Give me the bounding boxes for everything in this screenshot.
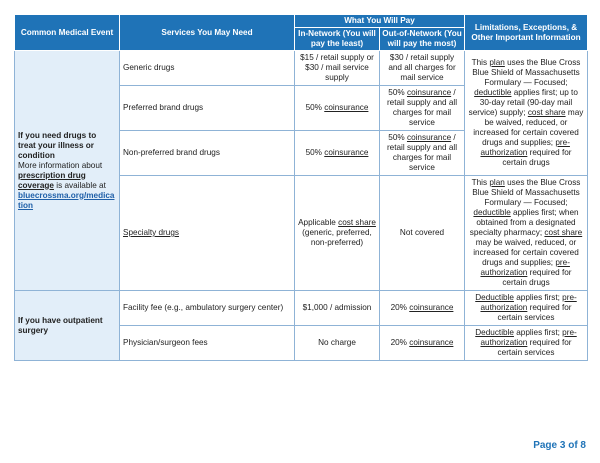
event-outpatient: If you have outpatient surgery bbox=[15, 291, 120, 361]
page-number: Page 3 of 8 bbox=[533, 440, 586, 451]
header-medical-event: Common Medical Event bbox=[15, 15, 120, 51]
limitations-specialty: This plan uses the Blue Cross Blue Shield of Massachusetts Formulary — Focused; deductible applies first; when obtained from a designated specialty pharmacy; cost share may be waived, reduced, or increased for certain covered drugs and supplies; pre-authorization required for certain drugs bbox=[465, 176, 588, 291]
medication-link[interactable]: bluecrossma.org/medication bbox=[18, 190, 115, 210]
header-in-network: In-Network (You will pay the least) bbox=[295, 28, 380, 51]
service-specialty-drugs: Specialty drugs bbox=[120, 176, 295, 291]
limitations-facility: Deductible applies first; pre-authorization required for certain services bbox=[465, 291, 588, 326]
prescription-coverage-link-text: prescription drug coverage bbox=[18, 170, 86, 190]
table-row bbox=[15, 291, 588, 326]
limitations-drugs: This plan uses the Blue Cross Blue Shield of Massachusetts Formulary — Focused; deductible applies first; up to 30-day retail (90-day mail service) supply; cost share may be waived, reduced, or increased for certain covered drugs and supplies; pre-authorization required for certain drugs bbox=[465, 51, 588, 176]
out-network-value: 20% coinsurance bbox=[380, 291, 465, 326]
in-network-value: 50% coinsurance bbox=[295, 86, 380, 131]
in-network-value: $15 / retail supply or $30 / mail service supply bbox=[295, 51, 380, 86]
out-network-value: 20% coinsurance bbox=[380, 326, 465, 361]
in-network-value: 50% coinsurance bbox=[295, 131, 380, 176]
in-network-value: $1,000 / admission bbox=[295, 291, 380, 326]
limitations-physician: Deductible applies first; pre-authorization required for certain services bbox=[465, 326, 588, 361]
table-row bbox=[15, 51, 588, 86]
event-drugs: If you need drugs to treat your illness or condition More information about prescription drug coverage is available at bluecrossma.org/medication bbox=[15, 51, 120, 291]
service-preferred-brand: Preferred brand drugs bbox=[120, 86, 295, 131]
out-network-value: 50% coinsurance / retail supply and all charges for mail service bbox=[380, 131, 465, 176]
header-out-network: Out-of-Network (You will pay the most) bbox=[380, 28, 465, 51]
benefits-table bbox=[14, 14, 588, 361]
service-physician-fees: Physician/surgeon fees bbox=[120, 326, 295, 361]
out-network-value: 50% coinsurance / retail supply and all charges for mail service bbox=[380, 86, 465, 131]
in-network-value: No charge bbox=[295, 326, 380, 361]
service-generic-drugs: Generic drugs bbox=[120, 51, 295, 86]
header-services: Services You May Need bbox=[120, 15, 295, 51]
out-network-value: Not covered bbox=[380, 176, 465, 291]
out-network-value: $30 / retail supply and all charges for mail service bbox=[380, 51, 465, 86]
header-limitations: Limitations, Exceptions, & Other Important Information bbox=[465, 15, 588, 51]
service-non-preferred-brand: Non-preferred brand drugs bbox=[120, 131, 295, 176]
service-facility-fee: Facility fee (e.g., ambulatory surgery center) bbox=[120, 291, 295, 326]
header-what-you-pay: What You Will Pay bbox=[295, 15, 465, 28]
header-row-top bbox=[15, 15, 588, 28]
in-network-value: Applicable cost share (generic, preferred, non-preferred) bbox=[295, 176, 380, 291]
